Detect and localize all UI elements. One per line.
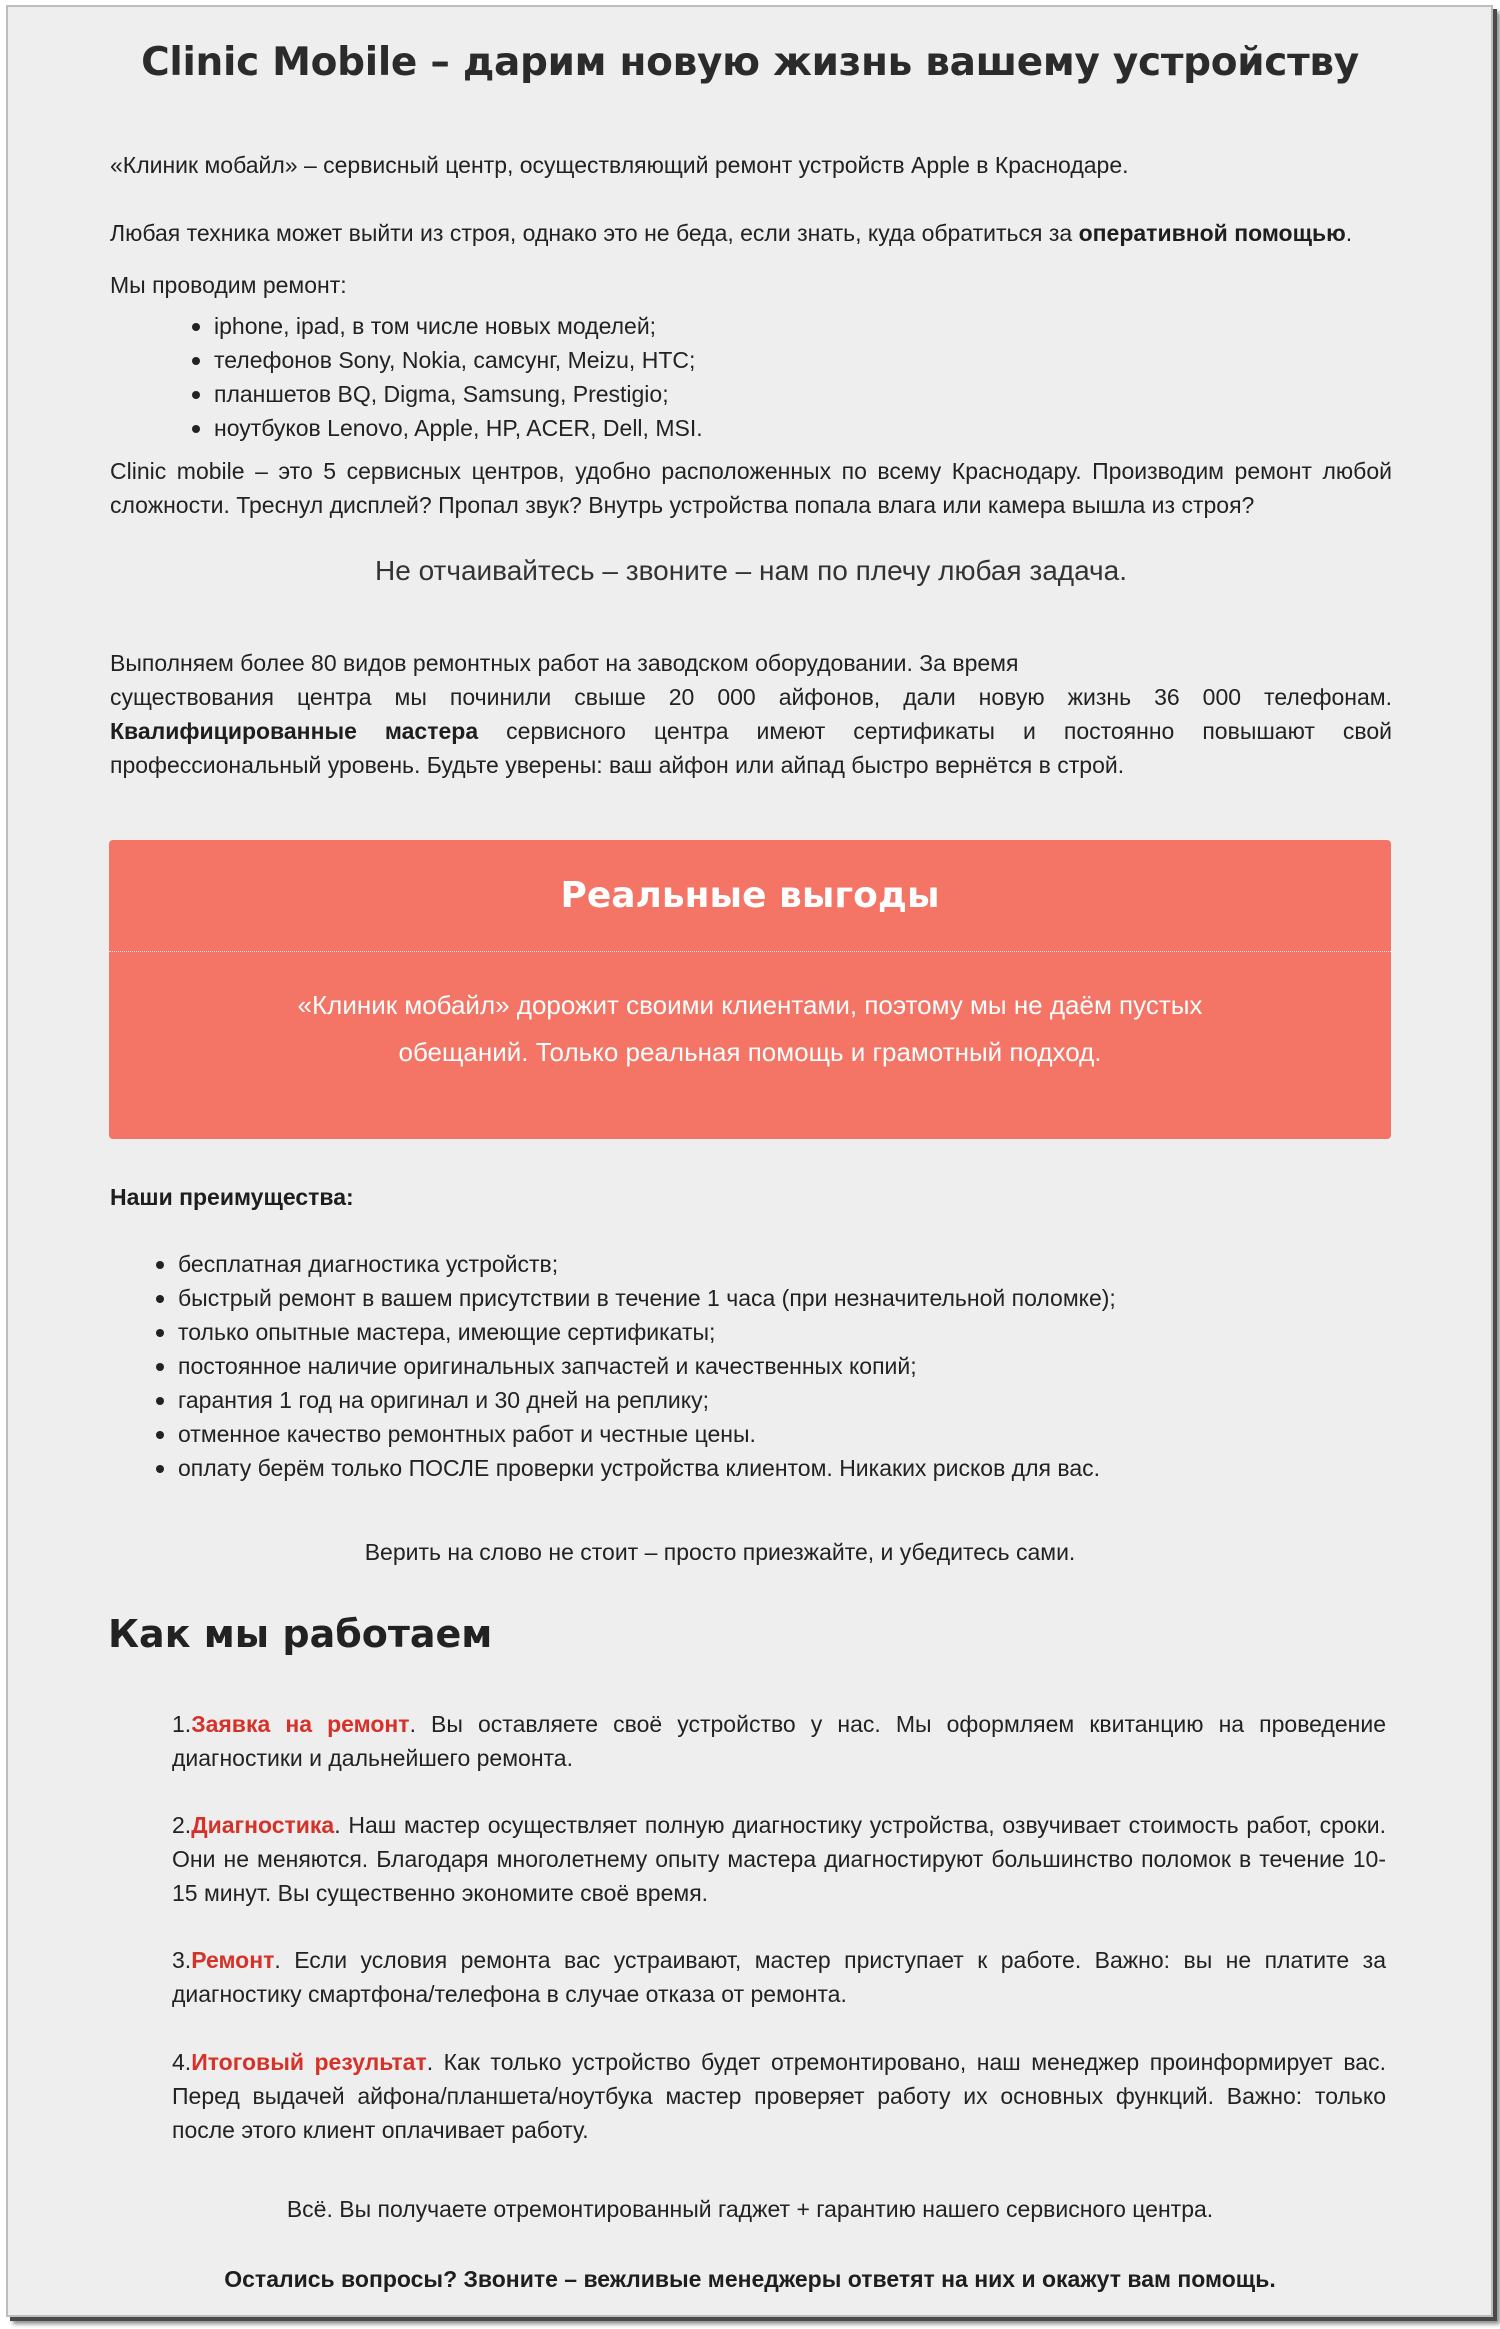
list-item: гарантия 1 год на оригинал и 30 дней на реплику; [156, 1383, 1116, 1417]
list-item: быстрый ремонт в вашем присутствии в течение 1 часа (при незначительной поломке); [156, 1281, 1116, 1315]
step-2: 2.Диагностика. Наш мастер осуществляет полную диагностику устройства, озвучивает стоимость работ, сроки. Они не меняются. Благодаря многолетнему опыту мастера диагностируют большинство поломок в течение 10-15 минут. Вы существенно экономите своё время. [172, 1812, 1386, 1906]
banner-title: Реальные выгоды [560, 875, 940, 916]
breakdown-bold: оперативной помощью [1078, 220, 1346, 246]
banner-divider [109, 951, 1391, 952]
page-title: Clinic Mobile – дарим новую жизнь вашему устройству [141, 40, 1359, 85]
step-2-title: Диагностика [191, 1812, 335, 1838]
intro-text: «Клиник мобайл» – сервисный центр, осуществляющий ремонт устройств Apple в Краснодаре. [110, 152, 1129, 178]
list-item: iphone, ipad, в том числе новых моделей; [192, 309, 703, 343]
advantages-heading: Наши преимущества: [110, 1184, 354, 1210]
questions-text: Остались вопросы? Звоните – вежливые менеджеры ответят на них и окажут вам помощь. [224, 2266, 1276, 2292]
list-item: только опытные мастера, имеющие сертификаты; [156, 1315, 1116, 1349]
result-text: Всё. Вы получаете отремонтированный гаджет + гарантию нашего сервисного центра. [286, 2196, 1214, 2222]
step-1-title: Заявка на ремонт [191, 1711, 410, 1737]
step-1: 1.Заявка на ремонт. Вы оставляете своё устройство у нас. Мы оформляем квитанцию на проведение диагностики и дальнейшего ремонта. [172, 1711, 1386, 1771]
repair-list [192, 309, 703, 445]
breakdown-text: Любая техника может выйти из строя, однако это не беда, если знать, куда обратиться за оперативной помощью. [110, 220, 1353, 246]
advantages-list [156, 1247, 1116, 1485]
stats-line-2: существования центра мы починили свыше 20 000 айфонов, дали новую жизнь 36 000 телефонам. [110, 684, 1392, 710]
benefits-banner [109, 840, 1391, 1139]
banner-text: «Клиник мобайл» дорожит своими клиентами, поэтому мы не даём пустых обещаний. Только реальная помощь и грамотный подход. [297, 990, 1203, 1067]
list-item: планшетов BQ, Digma, Samsung, Prestigio; [192, 377, 703, 411]
step-4: 4.Итоговый результат. Как только устройство будет отремонтировано, наш менеджер проинформирует вас. Перед выдачей айфона/планшета/ноутбука мастер проверяет работу их основных функций. Важно: только после этого клиент оплачивает работу. [172, 2049, 1386, 2143]
list-item: телефонов Sony, Nokia, самсунг, Meizu, HTC; [192, 343, 703, 377]
step-4-title: Итоговый результат [191, 2049, 427, 2075]
step-3: 3.Ремонт. Если условия ремонта вас устраивают, мастер приступает к работе. Важно: вы не платите за диагностику смартфона/телефона в случае отказа от ремонта. [172, 1947, 1386, 2007]
stats-bold: Квалифицированные мастера [110, 718, 479, 744]
stats-line-3: Квалифицированные мастера сервисного центра имеют сертификаты и постоянно повышают свой профессиональный уровень. Будьте уверены: ваш айфон или айпад быстро вернётся в строй. [110, 718, 1392, 778]
believe-text: Верить на слово не стоит – просто приезжайте, и убедитесь сами. [364, 1539, 1076, 1565]
step-3-title: Ремонт [191, 1947, 275, 1973]
list-item: бесплатная диагностика устройств; [156, 1247, 1116, 1281]
how-we-work-heading: Как мы работаем [108, 1612, 493, 1656]
list-item: постоянное наличие оригинальных запчастей и качественных копий; [156, 1349, 1116, 1383]
list-item: оплату берём только ПОСЛЕ проверки устройства клиентом. Никаких рисков для вас. [156, 1451, 1116, 1485]
repair-heading: Мы проводим ремонт: [110, 272, 347, 298]
callout-text: Не отчаивайтесь – звоните – нам по плечу любая задача. [375, 555, 1127, 586]
list-item: отменное качество ремонтных работ и честные цены. [156, 1417, 1116, 1451]
centers-text: Clinic mobile – это 5 сервисных центров, удобно расположенных по всему Краснодару. Производим ремонт любой сложности. Треснул дисплей? Пропал звук? Внутрь устройства попала влага или камера вышла из строя? [110, 458, 1392, 518]
list-item: ноутбуков Lenovo, Apple, HP, ACER, Dell, MSI. [192, 411, 703, 445]
stats-line-1: Выполняем более 80 видов ремонтных работ на заводском оборудовании. За время [110, 650, 1019, 676]
